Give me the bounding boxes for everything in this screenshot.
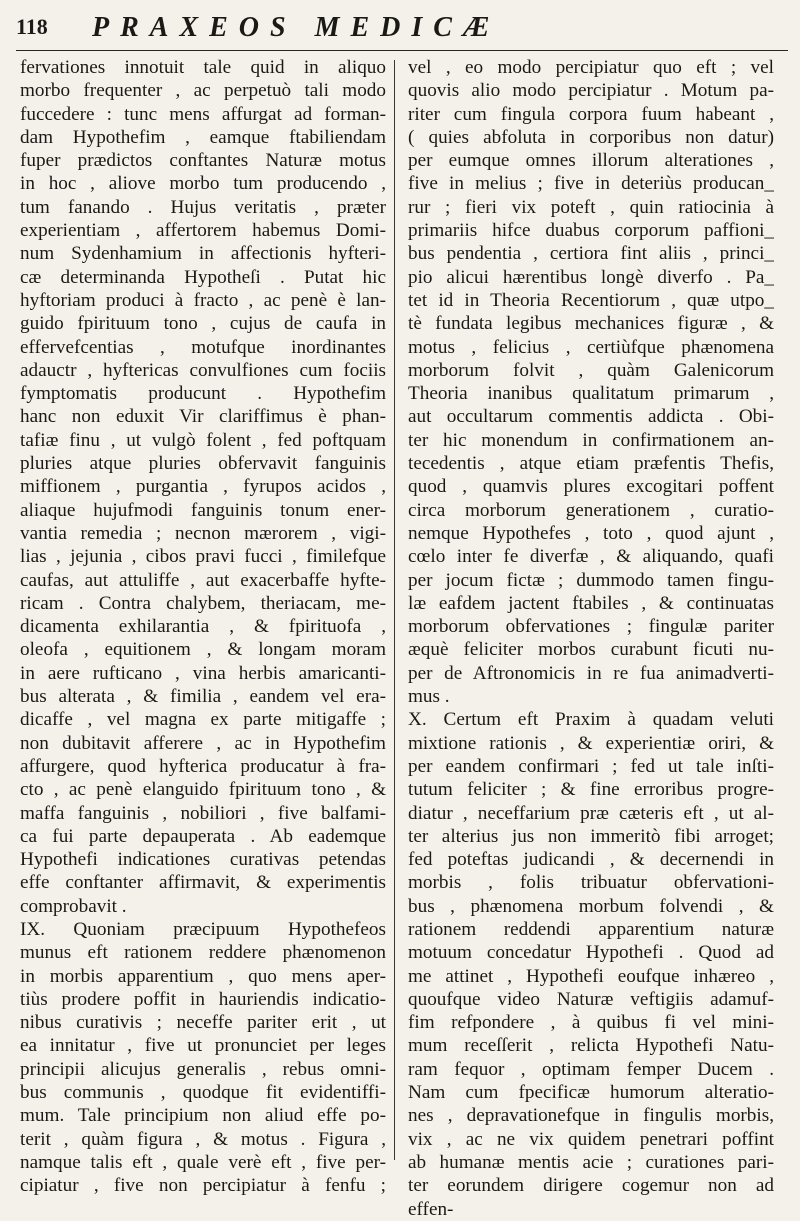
text-line: primariis hifce duabus corporum paffioni_ [408, 220, 774, 242]
text-line: bus pendentia , certiora fint aliis , princi_ [408, 243, 774, 265]
text-line: cæ determinanda Hypotheſi . Putat hic [20, 266, 386, 288]
text-line: tè fundata legibus mechanices figuræ , & [408, 313, 774, 335]
text-line: hyftoriam produci à fracto , ac penè è lan- [20, 289, 386, 311]
text-line: tecedentis , atque etiam præfentis Thefis, [408, 453, 774, 475]
text-line: quoufque video Naturæ veftigiis adamuf- [408, 988, 774, 1010]
text-line: dicamenta exhilarantia , & fpirituofa , [20, 616, 386, 638]
text-line: munus eft rationem reddere phænomenon [20, 942, 386, 964]
text-line: ricam . Contra chalybem, theriacam, me- [20, 592, 386, 614]
text-line: quod , quamvis plures excogitari poffent [408, 476, 774, 498]
text-line: terit , quàm figura , & motus . Figura , [20, 1128, 386, 1150]
text-line: fervationes innotuit tale quid in aliquo [20, 57, 386, 78]
text-line: circa morborum generationem , curatio- [408, 499, 774, 521]
text-line: vantia remedia ; necnon mærorem , vigi- [20, 522, 386, 544]
text-line: me attinet , Hypothefi eoufque inhæreo , [408, 965, 774, 987]
text-line: pluries atque pluries obfervavit fanguinis [20, 453, 386, 475]
text-line: ram fequor , optimam femper Ducem . [408, 1058, 774, 1080]
text-line: pio alicui hærentibus longè diverfo . Pa_ [408, 266, 774, 288]
text-line: fuper prædictos conftantes Naturæ motus [20, 150, 386, 172]
right-text-column [408, 56, 774, 1221]
text-line: aliaque hujufmodi fanguinis tonum ener- [20, 499, 386, 521]
text-line: quovis alio modo percipiatur . Motum pa- [408, 80, 774, 102]
text-line: effe conftanter affirmavit, & experimentis [20, 872, 386, 894]
text-line: morbo frequenter , ac perpetuò tali modo [20, 80, 386, 102]
text-line: miffionem , purgantia , fyrupos acidos , [20, 476, 386, 498]
text-line: Hypothefi indicationes curativas petendas [20, 849, 386, 871]
text-line: tafiæ finu , ut vulgò folent , fed poftquam [20, 429, 386, 451]
text-line: in aere rufticano , vina herbis amaricanti- [20, 662, 386, 684]
text-line: vel , eo modo percipiatur quo eft ; vel [408, 57, 774, 78]
running-title: PRAXEOS MEDICÆ [92, 12, 501, 43]
text-line: bus alterata , & fimilia , eandem vel era- [20, 686, 386, 708]
text-line: bus , phænomena morbum folvendi , & [408, 895, 774, 917]
text-line: mum. Tale principium non aliud effe po- [20, 1105, 386, 1127]
text-line: namque talis eft , quale verè eft , five per- [20, 1151, 386, 1173]
text-line: non dubitavit afferere , ac in Hypothefim [20, 732, 386, 754]
text-line: ea innitatur , five ut pronunciet per leges [20, 1035, 386, 1057]
text-line: dicaffe , vel magna ex parte mitigaffe ; [20, 709, 386, 731]
text-line: æquè feliciter morbos curabunt ficuti nu- [408, 639, 774, 661]
text-line: bus communis , quodque fit evidentiffi- [20, 1082, 386, 1104]
text-line: lias , jejunia , cibos pravi fucci , fimilefque [20, 546, 386, 568]
page-number: 118 [16, 14, 48, 39]
text-line: ab humanæ mentis acie ; curationes pari- [408, 1151, 774, 1173]
text-line: fuccedere : tunc mens affurgat ad forman- [20, 103, 386, 125]
text-line: cto , ac penè elanguido fpirituum tono , & [20, 779, 386, 801]
text-line: cœlo inter fe diverfæ , & aliquando, quafi [408, 546, 774, 568]
left-text-column [20, 56, 386, 1198]
text-line: dam Hypothefim , eamque ftabiliendam [20, 126, 386, 148]
text-line: tiùs prodere poffit in hauriendis indicatio- [20, 988, 386, 1010]
text-line: aut occultarum commentis addicta . Obi- [408, 406, 774, 428]
text-line: fed poteftas judicandi , & decernendi in [408, 849, 774, 871]
text-line: diatur , neceffarium præ cæteris eft , ut al- [408, 802, 774, 824]
text-line: morborum folvit , quàm Galenicorum [408, 359, 774, 381]
text-line: mus . [408, 686, 450, 708]
text-line: experientiam , affertorem habemus Domi- [20, 220, 386, 242]
text-line: riter cum fingula corpora fuum habeant , [408, 103, 774, 125]
text-line: fymptomatis producunt . Hypothefim [20, 383, 386, 405]
text-line: mum receſſerit , relicta Hypothefi Natu- [408, 1035, 774, 1057]
text-line: IX. Quoniam præcipuum Hypothefeos [20, 918, 386, 940]
text-line: vix , ac ne vix quidem penetrari poffint [408, 1128, 774, 1150]
text-line: nes , depravationefque in fingulis morbis, [408, 1105, 774, 1127]
page-header [16, 10, 788, 51]
text-line: per eumque omnes illorum alterationes , [408, 150, 774, 172]
text-line: affurgere, quod hyfterica producatur à fra- [20, 755, 386, 777]
text-line: nemque Hypothefes , toto , quod ajunt , [408, 522, 774, 544]
text-line: hanc non eduxit Vir clariffimus è phan- [20, 406, 386, 428]
text-line: rur ; fieri vix poteft , quin ratiocinia à [408, 196, 774, 218]
text-line: ter eorundem dirigere cogemur non ad [408, 1175, 774, 1197]
text-line: Nam cum fpecificæ humorum alteratio- [408, 1082, 774, 1104]
text-line: principii alicujus generalis , rebus omni- [20, 1058, 386, 1080]
text-line: ter alterius jus non immeritò fibi arroget; [408, 825, 774, 847]
text-line: ca fui parte depauperata . Ab eademque [20, 825, 386, 847]
text-line: per eandem confirmari ; fed ut tale inſti- [408, 755, 774, 777]
text-line: motuum concedatur Hypothefi . Quod ad [408, 942, 774, 964]
text-line: effen- [408, 1198, 454, 1220]
text-line: adauctr , hyftericas convulfiones cum fociis [20, 359, 386, 381]
text-line: oleofa , equitionem , & longam moram [20, 639, 386, 661]
text-line: tet id in Theoria Recentiorum , quæ utpo_ [408, 289, 774, 311]
text-line: per de Aftronomicis in re fua animadverti- [408, 662, 774, 684]
text-line: ( quies abfoluta in corporibus non datur) [408, 126, 774, 148]
text-line: num Sydenhamium in affectionis hyfteri- [20, 243, 386, 265]
text-line: ter hic monendum in confirmationem an- [408, 429, 774, 451]
text-line: mixtione rationis , & experientiæ oriri, & [408, 732, 774, 754]
text-line: maffa fanguinis , nobiliori , five balfami- [20, 802, 386, 824]
text-line: comprobavit . [20, 895, 127, 917]
text-line: X. Certum eft Praxim à quadam veluti [408, 709, 774, 731]
text-line: motus , felicius , certiùfque phænomena [408, 336, 774, 358]
text-line: effervefcentias , motufque inordinantes [20, 336, 386, 358]
text-line: morborum obfervationes ; fingulæ pariter [408, 616, 774, 638]
text-line: tum fanando . Hujus veritatis , præter [20, 196, 386, 218]
text-line: in morbis apparentium , quo mens aper- [20, 965, 386, 987]
text-line: læ eafdem jactent ftabiles , & continuatas [408, 592, 774, 614]
text-line: five in melius ; five in deteriùs producan_ [408, 173, 774, 195]
text-line: tutum feliciter ; & fine erroribus progre- [408, 779, 774, 801]
text-line: caufas, aut attuliffe , aut exacerbaffe hyfte- [20, 569, 386, 591]
text-line: morbis , folis tribuatur obfervationi- [408, 872, 774, 894]
text-line: fim refpondere , à quibus fi vel mini- [408, 1012, 774, 1034]
text-line: in hoc , aliove morbo tum producendo , [20, 173, 386, 195]
text-line: rationem reddendi apparentium naturæ [408, 918, 774, 940]
text-line: nibus curativis ; neceffe pariter erit , ut [20, 1012, 386, 1034]
text-line: per jocum fictæ ; dummodo tamen fingu- [408, 569, 774, 591]
text-line: guido fpirituum tono , cujus de caufa in [20, 313, 386, 335]
text-line: Theoria inanibus qualitatum primarum , [408, 383, 774, 405]
column-divider [394, 60, 395, 1160]
text-line: cipiatur , five non percipiatur à fenfu ; [20, 1175, 386, 1197]
